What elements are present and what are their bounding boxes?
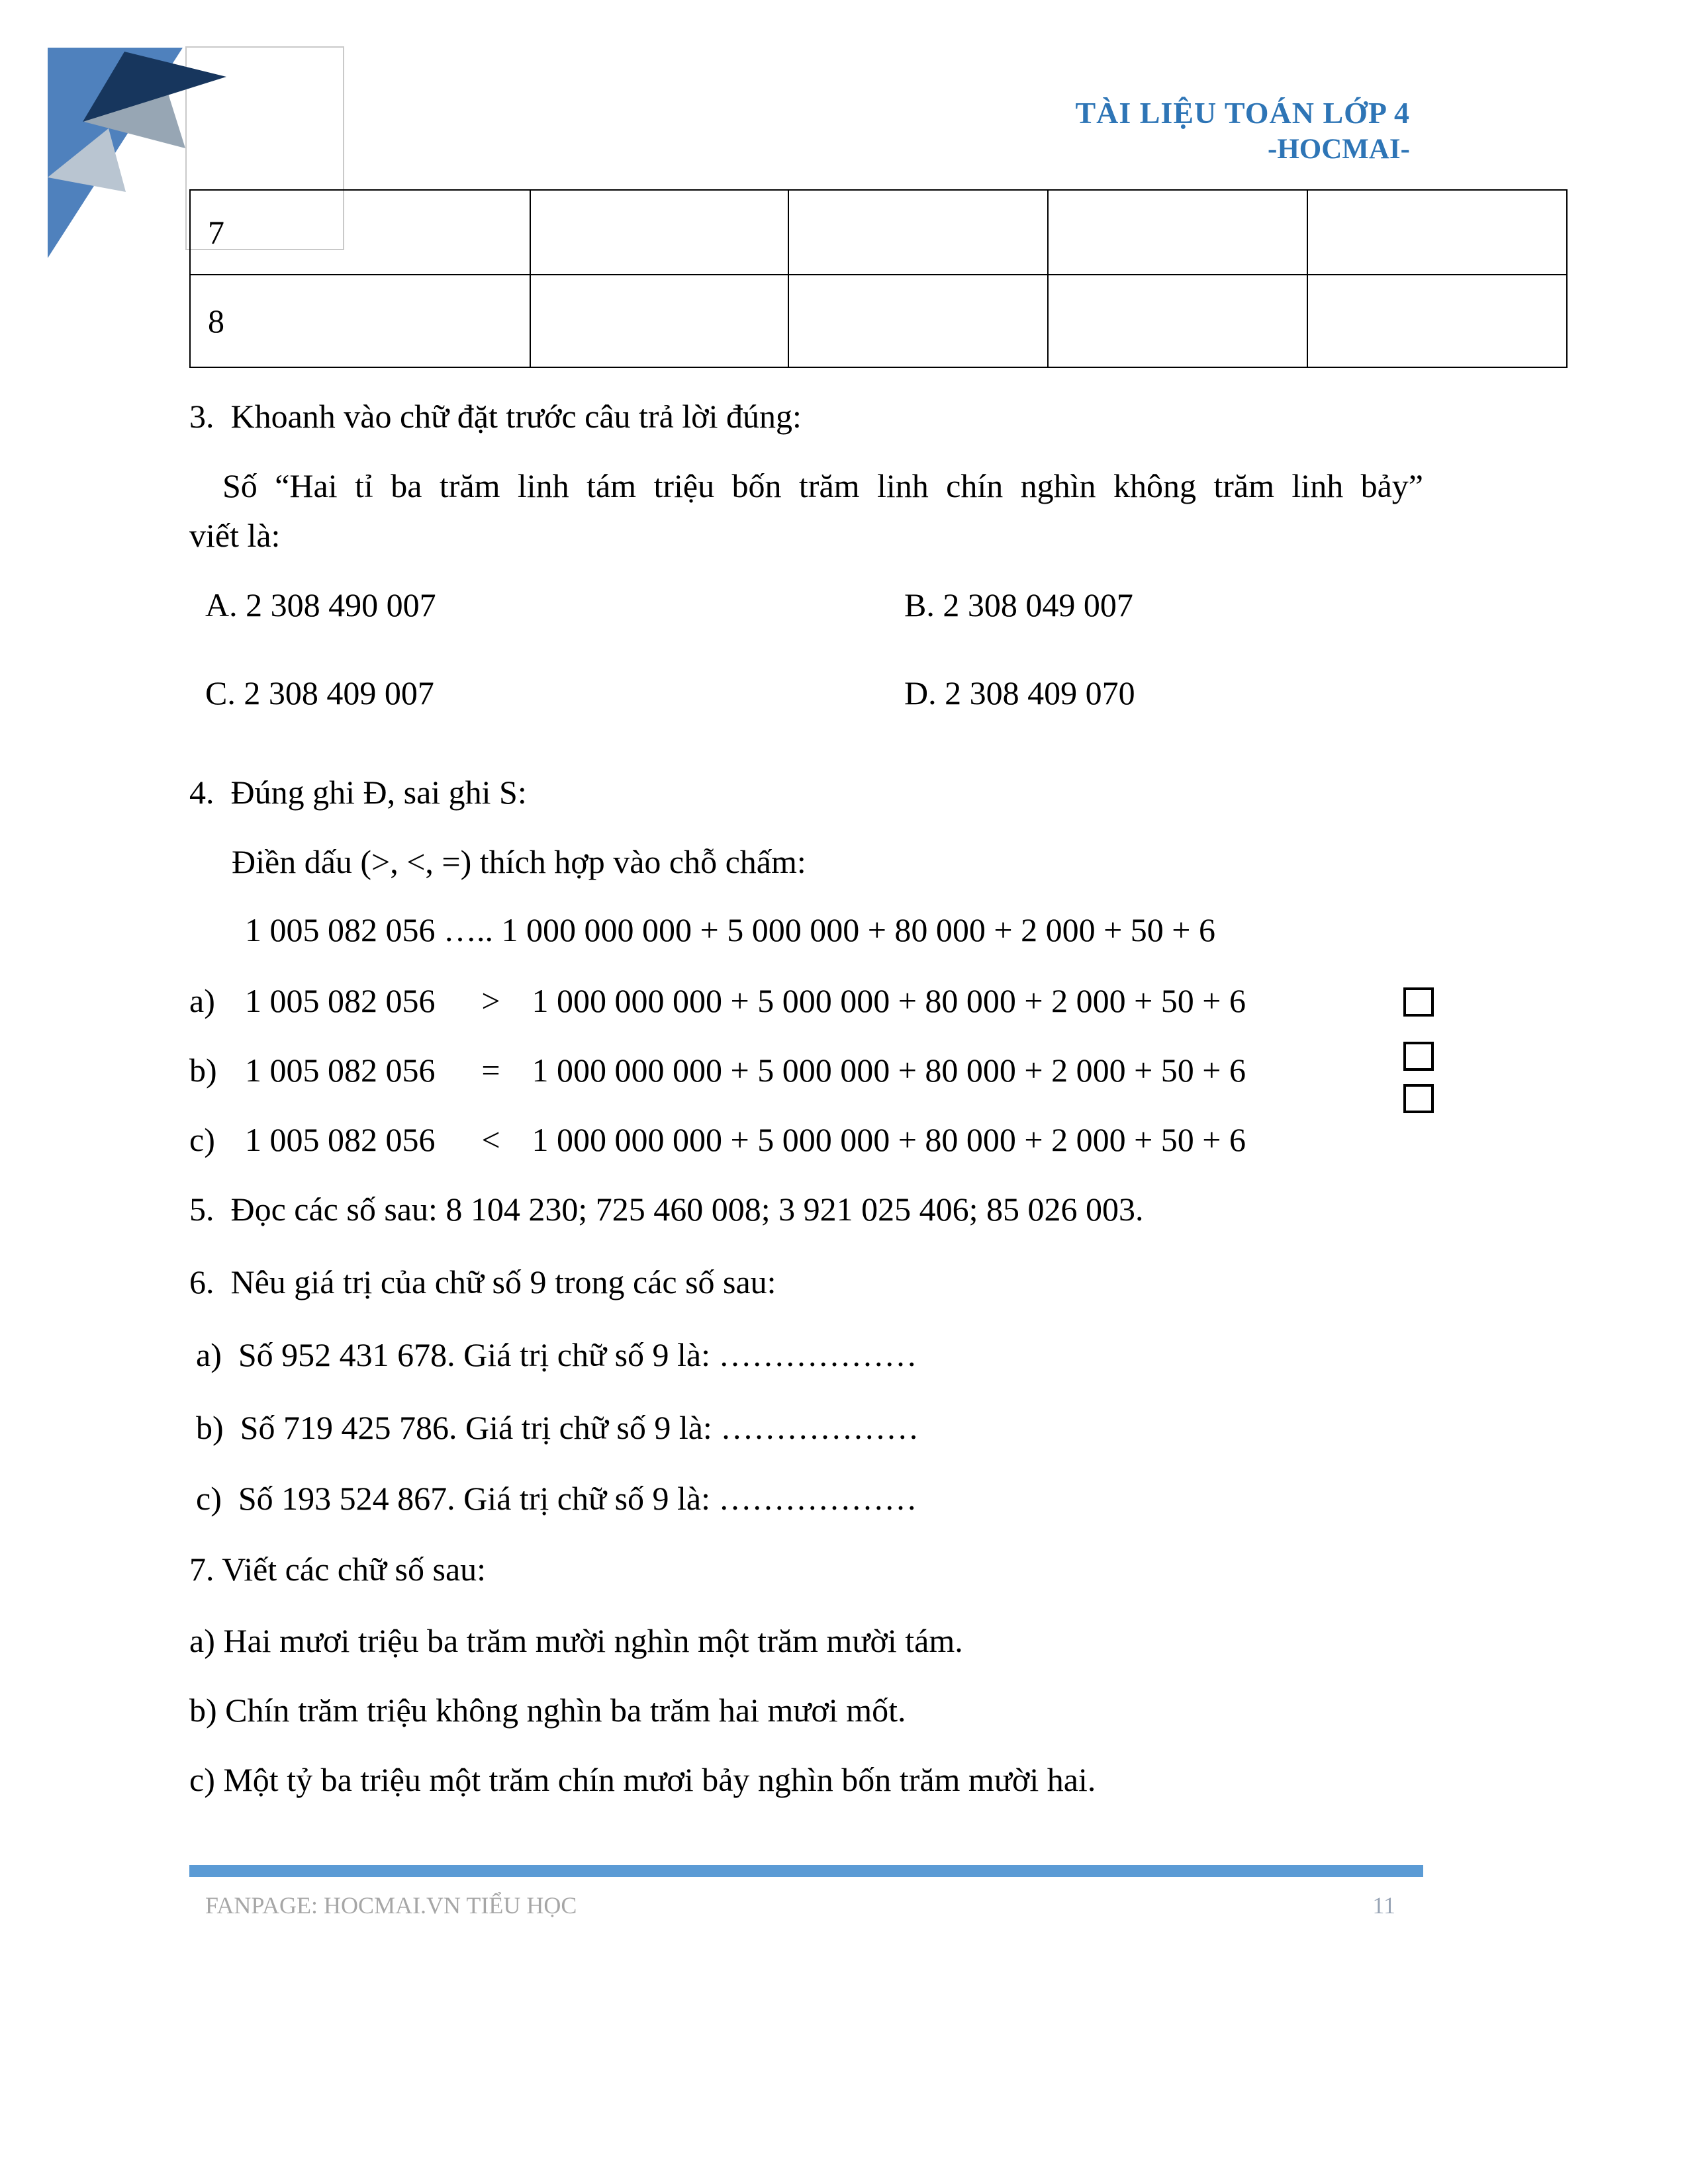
- q6-title: 6. Nêu giá trị của chữ số 9 trong các số sau:: [189, 1263, 776, 1300]
- item-label: c): [189, 1121, 215, 1158]
- answer-table: [189, 189, 1568, 368]
- q3-options-row-2: [189, 668, 1423, 718]
- answer-checkbox-c[interactable]: [1403, 1084, 1434, 1113]
- q4-instruction: Điền dấu (>, <, =) thích hợp vào chỗ chấm:: [232, 843, 806, 880]
- q7-title: 7. Viết các chữ số sau:: [189, 1551, 487, 1588]
- item-label: a): [189, 982, 215, 1019]
- q7-item-c: c) Một tỷ ba triệu một trăm chín mươi bảy nghìn bốn trăm mười hai.: [189, 1761, 1096, 1798]
- item-label: b): [189, 1052, 217, 1089]
- option-b: B. 2 308 049 007: [904, 586, 1133, 623]
- q4-statement: 1 005 082 056 ….. 1 000 000 000 + 5 000 000 + 80 000 + 2 000 + 50 + 6: [245, 911, 1215, 948]
- q7-item-b: b) Chín trăm triệu không nghìn ba trăm hai mươi mốt.: [189, 1692, 906, 1729]
- q3-prompt-line1: Số “Hai tỉ ba trăm linh tám triệu bốn trăm linh chín nghìn không trăm linh bảy”: [222, 467, 1423, 504]
- q4-item-b: [189, 1046, 1423, 1095]
- answer-cell[interactable]: [788, 275, 1048, 367]
- answer-cell[interactable]: [788, 190, 1048, 275]
- option-c: C. 2 308 409 007: [205, 674, 434, 711]
- q4-title: 4. Đúng ghi Đ, sai ghi S:: [189, 774, 527, 811]
- q4-item-a: [189, 976, 1423, 1026]
- footer-fanpage-text: FANPAGE: HOCMAI.VN TIỂU HỌC: [205, 1892, 577, 1919]
- item-operator: >: [481, 982, 500, 1019]
- item-left-number: 1 005 082 056: [245, 1052, 436, 1089]
- answer-checkbox-b[interactable]: [1403, 1042, 1434, 1071]
- item-right-expression: 1 000 000 000 + 5 000 000 + 80 000 + 2 000 + 50 + 6: [532, 1052, 1246, 1089]
- worksheet-content: [189, 189, 1566, 1825]
- option-d: D. 2 308 409 070: [904, 674, 1135, 711]
- document-header: [1075, 94, 1410, 167]
- table-row-7: [190, 190, 1567, 275]
- answer-cell[interactable]: [1307, 275, 1567, 367]
- option-a: A. 2 308 490 007: [205, 586, 436, 623]
- answer-checkbox-a[interactable]: [1403, 987, 1434, 1017]
- footer: [189, 1891, 1423, 1919]
- answer-cell[interactable]: [530, 190, 788, 275]
- table-row-8: [190, 275, 1567, 367]
- q3-title: 3. Khoanh vào chữ đặt trước câu trả lời đúng:: [189, 398, 802, 435]
- answer-cell[interactable]: [1048, 275, 1307, 367]
- q6-item-c: c) Số 193 524 867. Giá trị chữ số 9 là: ………………: [196, 1480, 917, 1517]
- q5-title: 5. Đọc các số sau: 8 104 230; 725 460 008; 3 921 025 406; 85 026 003.: [189, 1191, 1144, 1228]
- item-left-number: 1 005 082 056: [245, 1121, 436, 1158]
- answer-cell[interactable]: [530, 275, 788, 367]
- q6-item-a: a) Số 952 431 678. Giá trị chữ số 9 là: ………………: [196, 1336, 917, 1373]
- item-operator: <: [481, 1121, 500, 1158]
- document-subtitle: -HOCMAI-: [1268, 134, 1410, 165]
- q3-options-row-1: [189, 580, 1423, 630]
- page-number: 11: [1372, 1892, 1395, 1919]
- footer-divider-bar: [189, 1865, 1423, 1877]
- answer-cell[interactable]: [1307, 190, 1567, 275]
- q6-item-b: b) Số 719 425 786. Giá trị chữ số 9 là: ………………: [196, 1409, 919, 1446]
- document-title: TÀI LIỆU TOÁN LỚP 4: [1075, 96, 1410, 130]
- q4-item-c: [189, 1115, 1423, 1165]
- item-right-expression: 1 000 000 000 + 5 000 000 + 80 000 + 2 000 + 50 + 6: [532, 982, 1246, 1019]
- q3-prompt-line2: viết là:: [189, 517, 281, 554]
- item-left-number: 1 005 082 056: [245, 982, 436, 1019]
- q7-item-a: a) Hai mươi triệu ba trăm mười nghìn một trăm mười tám.: [189, 1622, 963, 1659]
- answer-cell[interactable]: [1048, 190, 1307, 275]
- row-label-cell: 7: [190, 190, 530, 275]
- item-operator: =: [481, 1052, 500, 1089]
- row-label-cell: 8: [190, 275, 530, 367]
- item-right-expression: 1 000 000 000 + 5 000 000 + 80 000 + 2 000 + 50 + 6: [532, 1121, 1246, 1158]
